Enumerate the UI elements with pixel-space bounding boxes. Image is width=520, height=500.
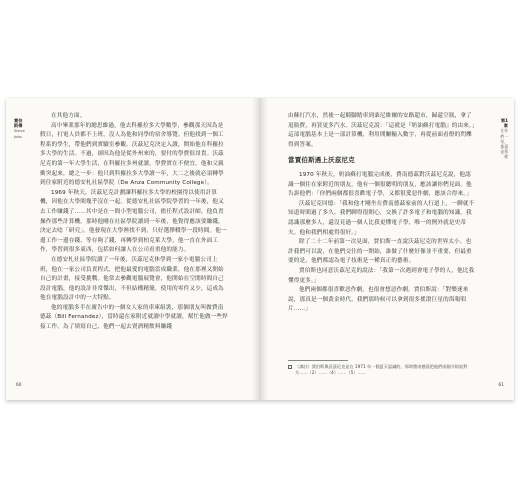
left-body-text [40,112,228,333]
book-spread [6,98,514,400]
left-page [6,98,260,400]
right-side-sublabel: 在你們一家，都還是那樣 [500,128,508,160]
left-paragraph: 在其他方面。 [51,113,86,119]
right-side-label: 第1章 [500,118,508,129]
right-paragraph: 除了二十二年前第一次見面，賈伯斯一直說沃茲尼克的世界太小。也許我們可以說，在他們交往的一開始，誰做了什麼好像並不重要，但最重要的是，他們都認為電子技術是一種真正的藝術。 [288,239,472,265]
left-side-label: 賈伯斯傳 [14,118,23,129]
left-paragraph: 1969 年秋天，沃茲尼克計劃讓科羅拉多大學的校園得以使用計算機，因他在大學間幾乎沒在一起。從德安札社區學院學習的一年後，他又去工作賺錢了……其中是在一間小型電腦公司，擔任程式設計師，他負責操作那些計算機。那時他剛在社區學院讀到一年後，他覺得應該要賺錢，決定去唸「研究」，他發現在大學裡找不到，只好選擇輟學一段時間。他一邊工作一邊存錢，等存夠了錢，再轉學到柏克萊大學，他一直在外面工作，學習到很多東西，包括如何讓人在公司看重他的能力。 [40,189,227,254]
right-body-text [288,112,476,315]
left-paragraph: 他的電腦多半在廣告中的一個女人家的車庫組裝，那個朋友叫做費南德茲（Bill Fernandez），當時還在家附近就讀中學就讀，幫忙他做一些焊接工作。為了填寫自己，他們一起去賣酒精飲料賺錢 [40,304,228,331]
left-page-number: 60 [16,383,22,388]
right-page-number: 61 [498,383,504,388]
left-side-sublabel: Steve Jobs [14,128,25,139]
right-page [260,98,514,400]
footnote-marker-icon [288,365,292,369]
right-opening-paragraph: 由蘇打汽水，然後一起騎腳踏車到桑尼維爾的安路超市，歸還空瓶，拿了退瓶費，再買更多汽水。沃茲尼克說：「這就是『奶油蘇打電腦』的由來。」這部電腦基本上是一部計算機，利用開關輸入數字，再從前面看燈的閃爍得到答案。 [288,113,475,148]
footnote [288,364,478,376]
section-heading: 當賈伯斯遇上沃茲尼克 [288,156,355,165]
right-paragraph: 他們兩個都很喜歡惡作劇，也很會想惡作劇。賈伯斯說：「對樂迷來說，那真是一個黃金時代。我們那時候可以拿到很多搖滾巨星的海報唱片……」 [288,287,469,313]
left-paragraph: 在德安札社區學院讀了一年後，沃茲尼克休學到一家小電腦公司上班，他在一家公司負責程式，把他最愛的電腦當成職業，他在那裡又開始自己的計畫，接受挑戰。他常去參觀電腦展覽會，他開始在空閒時間自己設計電腦，他的設計非常傑出，不但結構精簡，使用的零件又少，這成為他在電腦設計中的一大特點。 [40,256,224,302]
footnote-divider [288,360,348,361]
left-paragraph: 高中畢業那年的總思維過，他去科羅拉多大學數學，參觀那天因為是假日，打電人員都不上班，沒人為他和同學的宿舍導覽。但他找到一個工程系的學生，帶他們到實驗室參觀。沃茲尼克決定入讀，開始他在科羅拉多大學的生活。不過，卻因為他是從外州來的，要付的學費很昂貴。沃茲尼克的第一年大學生活，在科羅拉多州就讀，學費實在不便宜。他和父親衝突起來，總之一步：他只到科羅拉多大學讀一年，大二之後就必須轉學到住家附近的德安札社區學院（De Anza Community College）。 [40,122,224,187]
right-paragraph: 1970 年秋天，奶油蘇打電腦完成後，費南德茲對沃茲尼克說，他認識一個住在家附近的朋友，他有一個很聰明的朋友，應該讓你們見面。他告訴他們：「你們兩個都很喜歡電子學，又都很愛惡作劇，應該合得來。」 [288,171,472,198]
book-gutter [252,98,268,400]
right-running-header [498,118,508,160]
right-paragraph: 賈伯斯也同意沃茲尼克的說法：「我第一次遇到會電子學的人，他比我懂得更多。」 [288,267,475,284]
right-paragraph: 沃茲尼克回憶：「我和他才剛坐在費南德茲家前的人行道上，一聊就不知道時間過了多久，我們聊得很開心，交換了許多電子和電腦的知識。我認識那麼多人，還沒見過一個人比我更懂電子學，唯一的例外就是史蒂夫。他和我們相處得很好。」 [288,200,475,236]
footnote-text: （譯註）賈伯斯與沃茲尼克是在 1971 年一個夏天認識的，那時費南德茲把他們兩個介紹給對方……（2）……（4）……（5）…… [295,364,468,375]
left-running-header [14,118,24,139]
